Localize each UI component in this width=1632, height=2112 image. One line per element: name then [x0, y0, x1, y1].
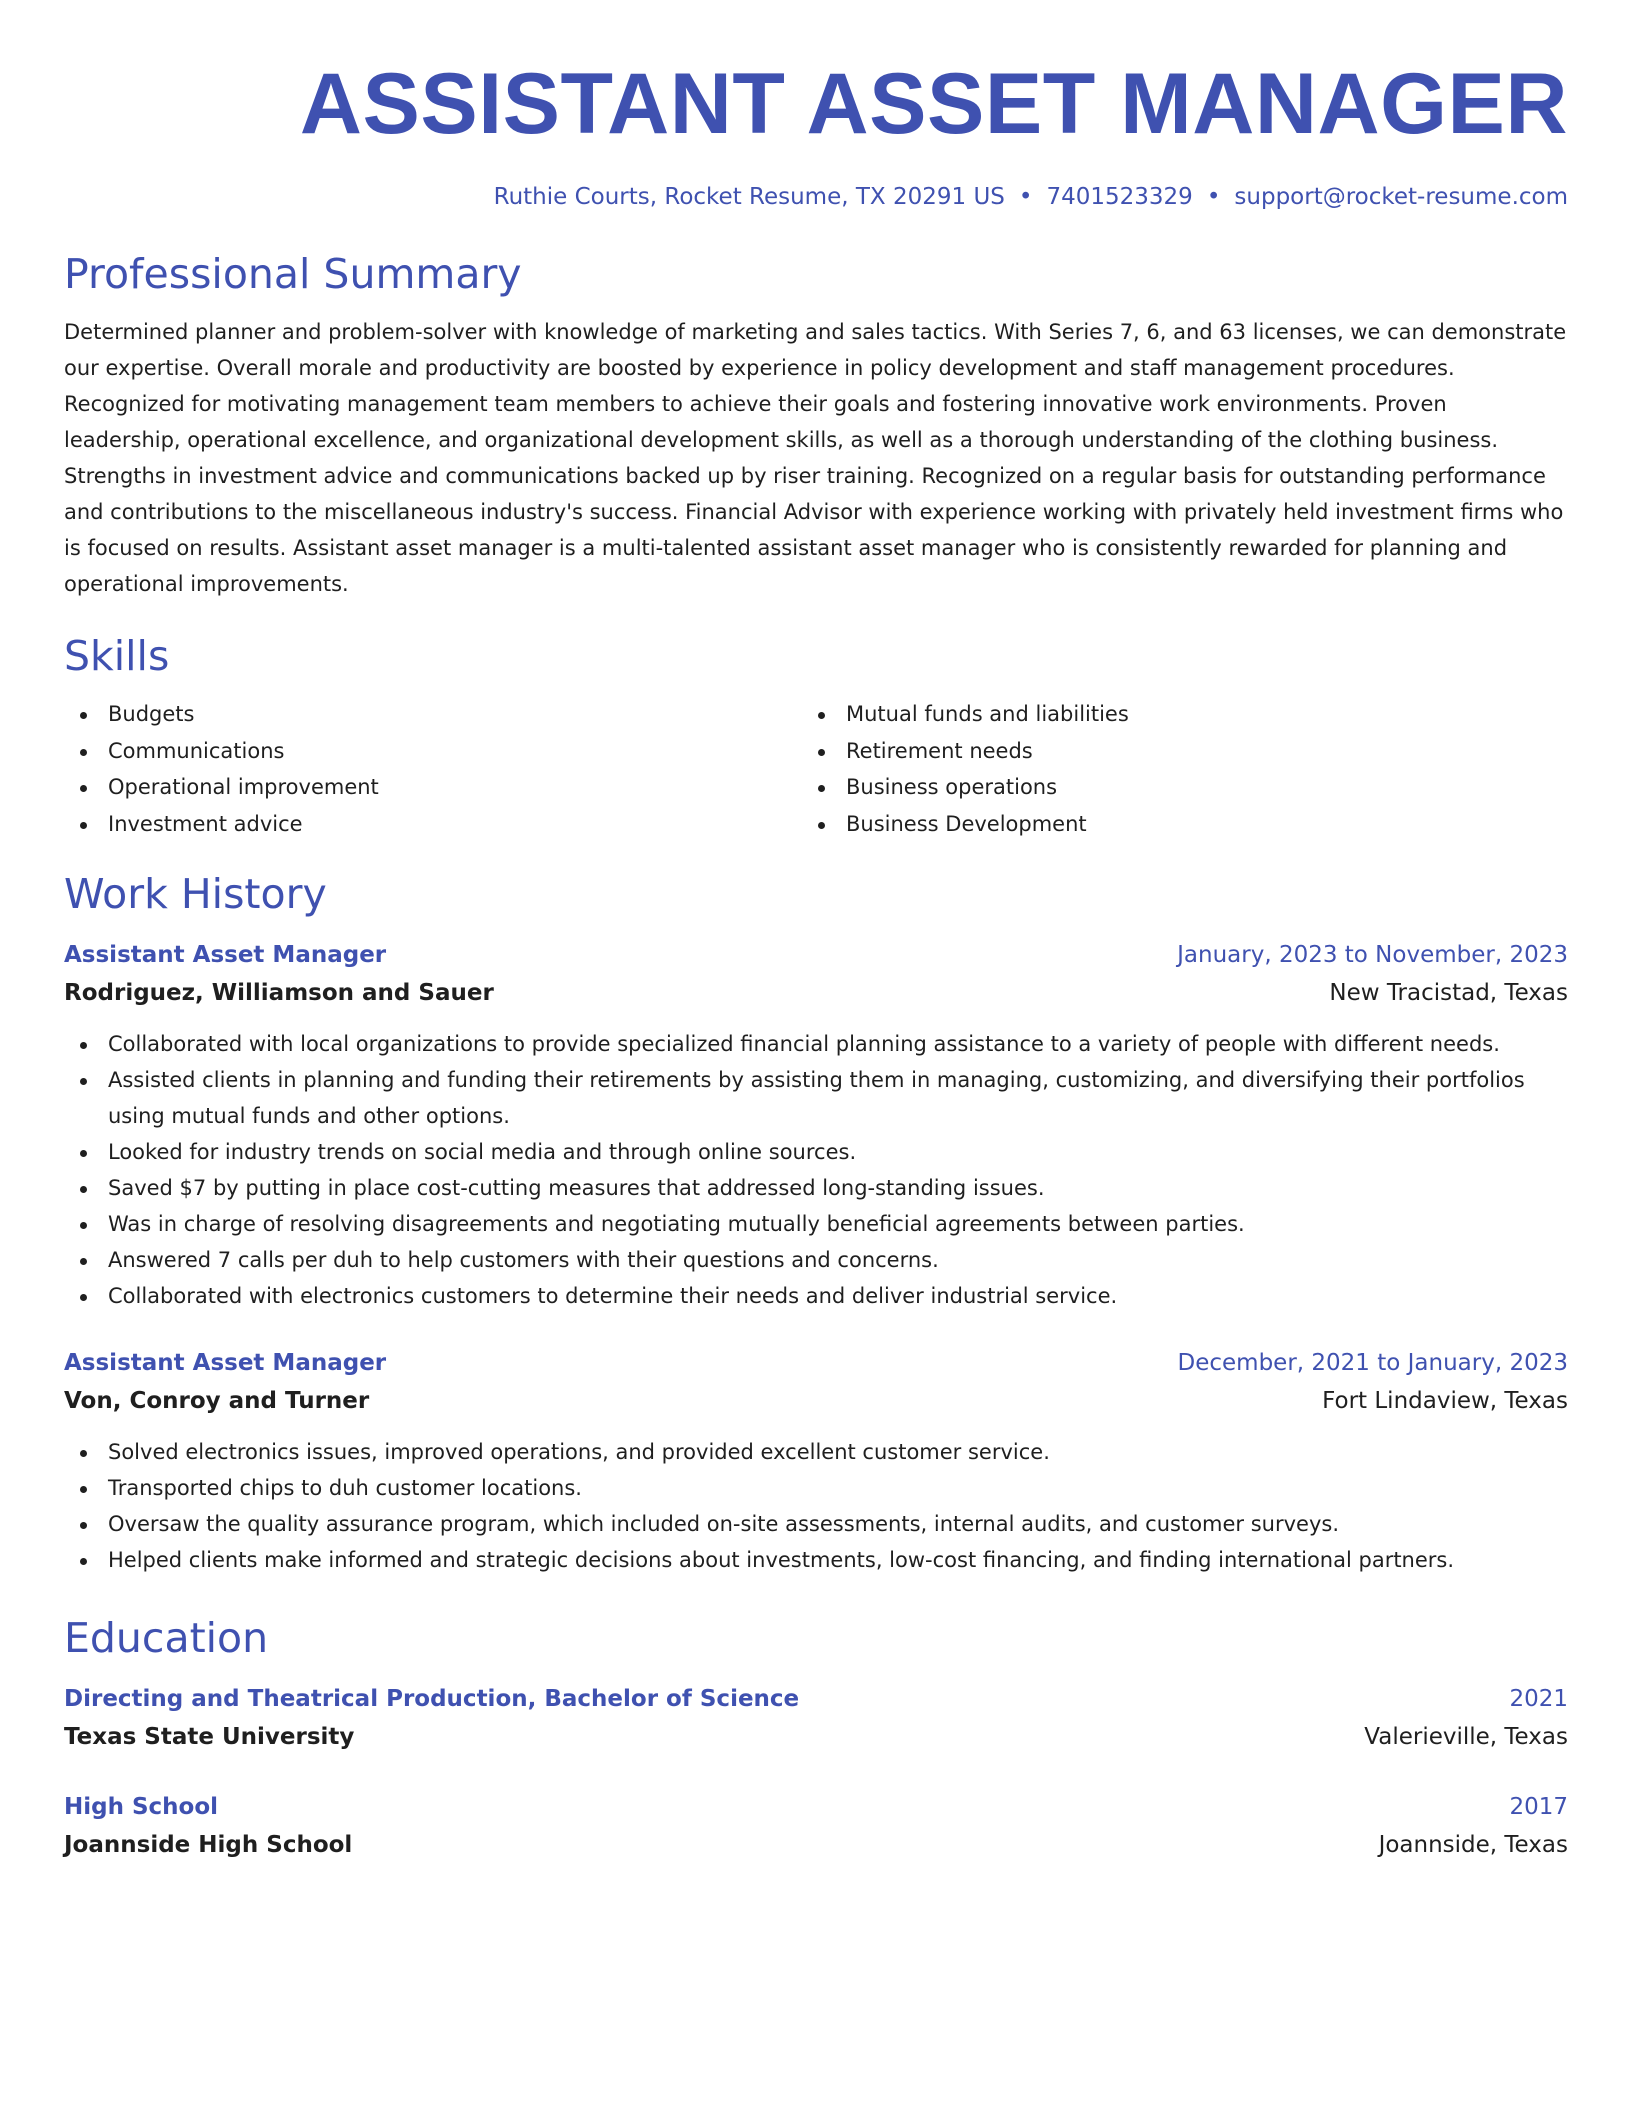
contact-phone: 7401523329 — [1046, 184, 1193, 210]
skills-heading: Skills — [64, 632, 170, 680]
summary-heading: Professional Summary — [64, 250, 522, 298]
job-bullet: Assisted clients in planning and funding their retirements by assisting them in managing, customizing, and diversifying their portfolios using mutual funds and other options. — [64, 1062, 1568, 1134]
resume-title: ASSISTANT ASSET MANAGER — [299, 56, 1568, 152]
job-bullet: Was in charge of resolving disagreements and negotiating mutually beneficial agreements between parties. — [64, 1206, 1568, 1242]
job-entry — [64, 1344, 1568, 1578]
job-company: Von, Conroy and Turner — [64, 1388, 370, 1414]
skill-item: Business operations — [802, 769, 1540, 806]
contact-address: Ruthie Courts, Rocket Resume, TX 20291 US — [493, 184, 1005, 210]
skills-column-right — [802, 696, 1540, 842]
contact-separator: • — [1206, 184, 1221, 210]
job-bullet: Saved $7 by putting in place cost-cutting measures that addressed long-standing issues. — [64, 1170, 1568, 1206]
education-heading: Education — [64, 1614, 269, 1662]
education-year: 2021 — [1509, 1686, 1568, 1712]
education-location: Joannside, Texas — [1378, 1832, 1568, 1858]
skill-item: Budgets — [64, 696, 802, 733]
job-location: Fort Lindaview, Texas — [1322, 1388, 1568, 1414]
job-bullet: Collaborated with electronics customers to determine their needs and deliver industrial service. — [64, 1278, 1568, 1314]
education-degree: High School — [64, 1794, 219, 1820]
job-dates: January, 2023 to November, 2023 — [1177, 942, 1568, 968]
job-bullets — [64, 1026, 1568, 1314]
skill-item: Investment advice — [64, 806, 802, 843]
job-title: Assistant Asset Manager — [64, 942, 387, 968]
skill-item: Operational improvement — [64, 769, 802, 806]
job-bullet: Transported chips to duh customer locations. — [64, 1470, 1568, 1506]
work-history-heading: Work History — [64, 870, 327, 918]
education-entry — [64, 1788, 1568, 1864]
skill-item: Retirement needs — [802, 733, 1540, 770]
job-bullet: Collaborated with local organizations to provide specialized financial planning assistance to a variety of people with different needs. — [64, 1026, 1568, 1062]
skills-column-left — [64, 696, 802, 842]
contact-line — [64, 180, 1568, 214]
education-school: Joannside High School — [64, 1832, 353, 1858]
resume-header — [64, 0, 1568, 214]
job-bullets — [64, 1434, 1568, 1578]
education-degree: Directing and Theatrical Production, Bachelor of Science — [64, 1686, 800, 1712]
skill-item: Business Development — [802, 806, 1540, 843]
job-entry — [64, 936, 1568, 1314]
job-company: Rodriguez, Williamson and Sauer — [64, 980, 494, 1006]
skill-item: Communications — [64, 733, 802, 770]
contact-email[interactable]: support@rocket-resume.com — [1234, 184, 1568, 210]
job-location: New Tracistad, Texas — [1329, 980, 1568, 1006]
job-bullet: Answered 7 calls per duh to help customers with their questions and concerns. — [64, 1242, 1568, 1278]
job-bullet: Helped clients make informed and strategic decisions about investments, low-cost financing, and finding international partners. — [64, 1542, 1568, 1578]
job-bullet: Oversaw the quality assurance program, which included on-site assessments, internal audits, and customer surveys. — [64, 1506, 1568, 1542]
job-bullet: Looked for industry trends on social media and through online sources. — [64, 1134, 1568, 1170]
skill-item: Mutual funds and liabilities — [802, 696, 1540, 733]
job-dates: December, 2021 to January, 2023 — [1177, 1350, 1568, 1376]
job-title: Assistant Asset Manager — [64, 1350, 387, 1376]
education-entry — [64, 1680, 1568, 1756]
summary-text: Determined planner and problem-solver with knowledge of marketing and sales tactics. With Series 7, 6, and 63 licenses, we can demonstrate our expertise. Overall morale and productivity are boosted by experience in policy development and staff management procedures. Recognized for motivating management team members to achieve their goals and fostering innovative work environments. Proven leadership, operational excellence, and organizational development skills, as well as a thorough understanding of the clothing business. Strengths in investment advice and communications backed up by riser training. Recognized on a regular basis for outstanding performance and contributions to the miscellaneous industry's success. Financial Advisor with experience working with privately held investment firms who is focused on results. Assistant asset manager is a multi-talented assistant asset manager who is consistently rewarded for planning and operational improvements. — [64, 320, 1567, 596]
education-location: Valerieville, Texas — [1364, 1724, 1568, 1750]
job-bullet: Solved electronics issues, improved operations, and provided excellent customer service. — [64, 1434, 1568, 1470]
skills-list — [64, 696, 1568, 842]
contact-separator: • — [1018, 184, 1033, 210]
education-year: 2017 — [1509, 1794, 1568, 1820]
education-school: Texas State University — [64, 1724, 355, 1750]
